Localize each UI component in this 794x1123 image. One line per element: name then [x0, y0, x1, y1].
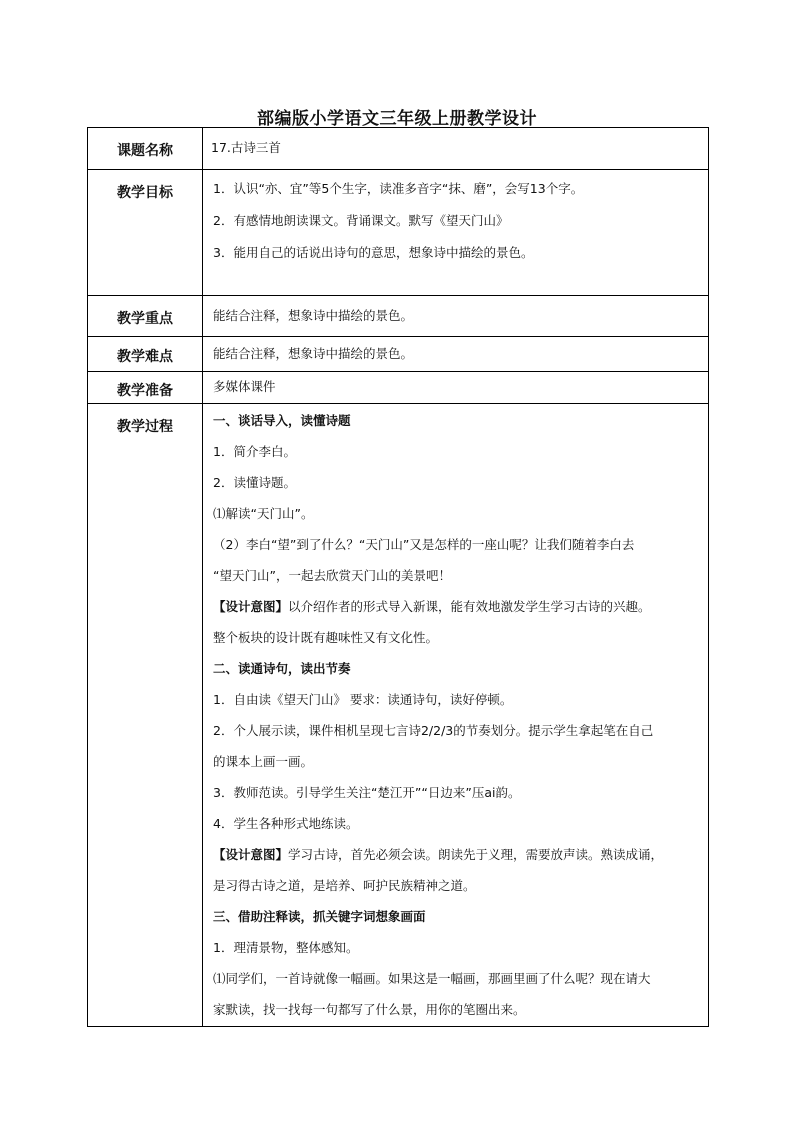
key-points-text: 能结合注释，想象诗中描绘的景色。	[213, 307, 414, 323]
process-line: 是习得古诗之道，是培养、呵护民族精神之道。	[213, 878, 476, 894]
goal-line: 3．能用自己的话说出诗句的意思，想象诗中描绘的景色。	[213, 244, 534, 260]
design-intent-line	[203, 840, 708, 871]
design-intent-line	[203, 592, 708, 623]
topic-text: 17.古诗三首	[211, 139, 281, 155]
label-text: 教学目标	[117, 185, 173, 201]
row-difficulties	[88, 337, 709, 372]
value-goals	[203, 170, 709, 296]
value-process	[203, 404, 709, 1027]
process-line: 1．理清景物，整体感知。	[213, 940, 359, 956]
label-text: 课题名称	[117, 143, 173, 159]
label-key-points	[88, 296, 203, 337]
document-title: 部编版小学语文三年级上册教学设计	[257, 109, 537, 129]
process-line: 2．读懂诗题。	[213, 475, 296, 491]
process-line: “望天门山”，一起去欣赏天门山的美景吧！	[213, 568, 451, 584]
section-heading: 一、谈话导入，读懂诗题	[213, 413, 351, 429]
value-topic	[203, 128, 709, 170]
design-intent-text: 学习古诗，首先必须会读。朗读先于义理，需要放声读。熟读成诵，	[288, 847, 664, 863]
goal-line: 2．有感情地朗读课文。背诵课文。默写《望天门山》	[213, 212, 509, 228]
difficulties-text: 能结合注释，想象诗中描绘的景色。	[213, 345, 414, 361]
process-line: 家默读，找一找每一句都写了什么景，用你的笔圈出来。	[213, 1002, 526, 1018]
label-process	[88, 404, 203, 1027]
preparation-text: 多媒体课件	[213, 378, 276, 394]
lesson-plan-table	[87, 127, 709, 1027]
value-preparation	[203, 372, 709, 404]
label-topic	[88, 128, 203, 170]
row-topic	[88, 128, 709, 170]
section-heading: 二、读通诗句，读出节奏	[213, 661, 351, 677]
row-key-points	[88, 296, 709, 337]
process-line: （2）李白“望”到了什么？“天门山”又是怎样的一座山呢？让我们随着李白去	[213, 537, 635, 553]
process-line: 4．学生各种形式地练读。	[213, 816, 359, 832]
value-difficulties	[203, 337, 709, 372]
section-heading: 三、借助注释读，抓关键字词想象画面	[213, 909, 426, 925]
process-line: 整个板块的设计既有趣味性又有文化性。	[213, 630, 439, 646]
design-intent-tag: 【设计意图】	[213, 599, 289, 615]
process-line: 的课本上画一画。	[213, 754, 314, 770]
value-key-points	[203, 296, 709, 337]
row-goals	[88, 170, 709, 296]
process-line: 1．简介李白。	[213, 444, 296, 460]
label-text: 教学过程	[117, 419, 173, 435]
process-line: ⑴同学们，一首诗就像一幅画。如果这是一幅画，那画里画了什么呢？现在请大	[213, 971, 651, 987]
label-difficulties	[88, 337, 203, 372]
label-text: 教学准备	[117, 383, 173, 399]
design-intent-text: 以介绍作者的形式导入新课，能有效地激发学生学习古诗的兴趣。	[288, 599, 651, 615]
process-line: ⑴解读“天门山”。	[213, 506, 314, 522]
label-text: 教学重点	[117, 311, 173, 327]
process-line: 2．个人展示读，课件相机呈现七言诗2/2/3的节奏划分。提示学生拿起笔在自己	[213, 723, 654, 739]
label-text: 教学难点	[117, 349, 173, 365]
row-preparation	[88, 372, 709, 404]
row-process	[88, 404, 709, 1027]
label-goals	[88, 170, 203, 296]
process-line: 1．自由读《望天门山》 要求：读通诗句，读好停顿。	[213, 692, 513, 708]
label-preparation	[88, 372, 203, 404]
design-intent-tag: 【设计意图】	[213, 847, 289, 863]
process-line: 3．教师范读。引导学生关注“楚江开”“日边来”压ai韵。	[213, 785, 521, 801]
goal-line: 1．认识“亦、宜”等5个生字，读准多音字“抹、磨”，会写13个字。	[213, 180, 584, 196]
